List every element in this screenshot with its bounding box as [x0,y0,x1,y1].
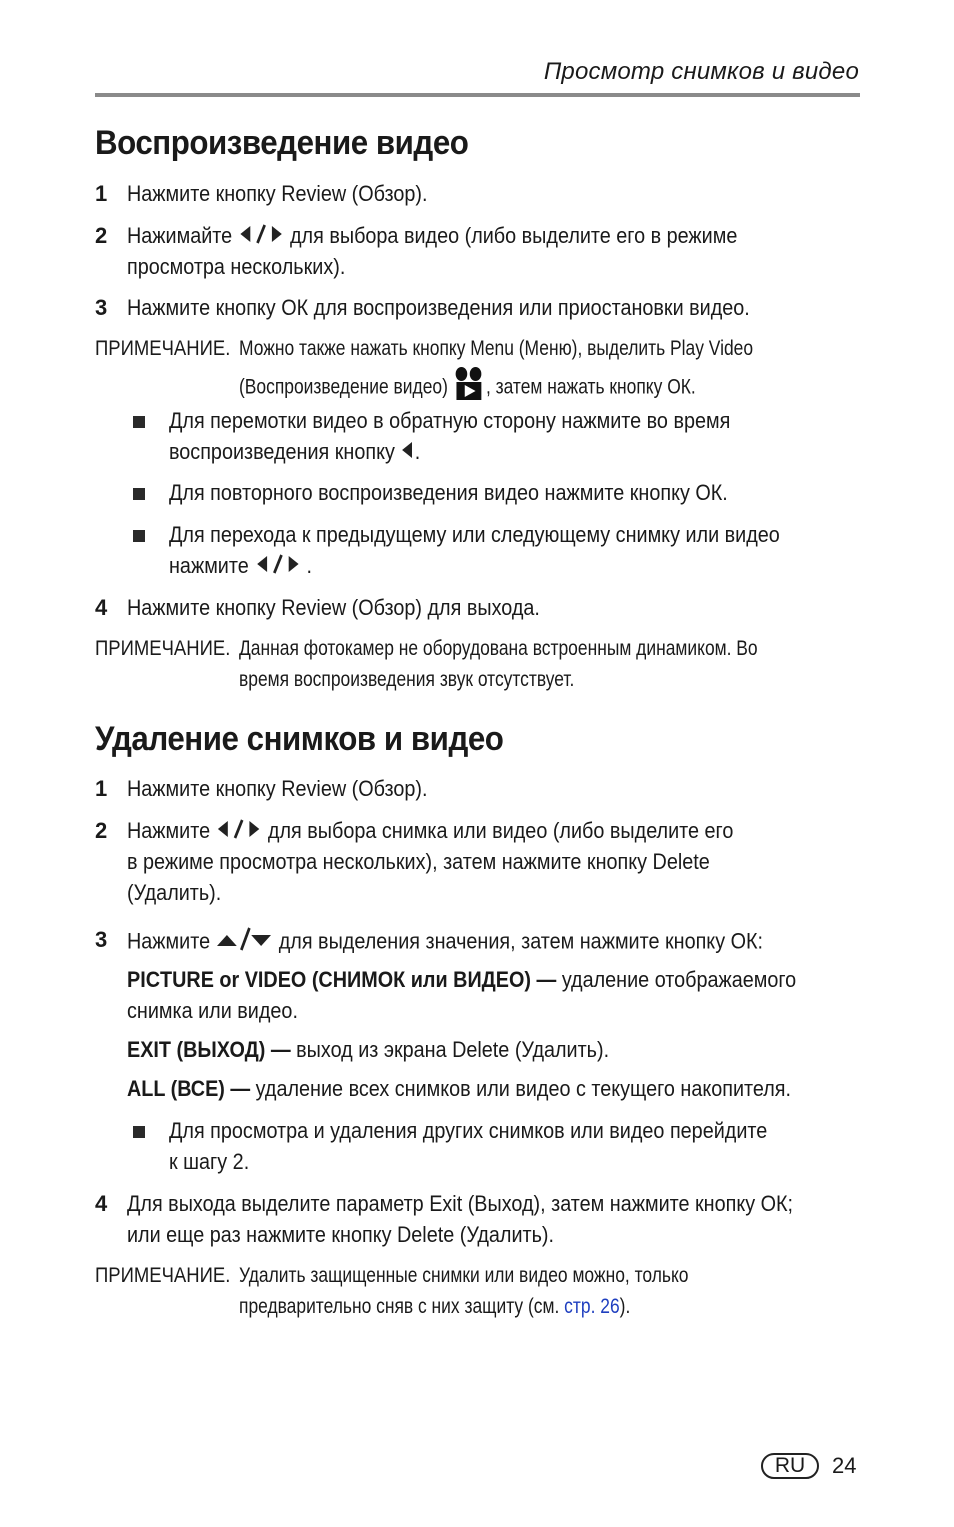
note-text: Можно также нажать кнопку Menu (Меню), выделить Play Video [239,337,754,360]
option-label: PICTURE or VIDEO (СНИМОК или ВИДЕО) — [127,967,557,992]
step-text: Нажмите кнопку Review (Обзор) для выхода. [127,595,540,620]
step-text-continued: или еще раз нажмите кнопку Delete (Удалить). [127,1222,555,1247]
left-arrow-icon [400,439,414,468]
language-badge: RU [761,1453,819,1479]
option-text: выход из экрана Delete (Удалить). [296,1037,610,1062]
step-text-continued: (Удалить). [127,880,222,905]
step-number: 1 [95,776,108,801]
bullet-square [133,416,145,428]
running-header: Просмотр снимков и видео [543,58,859,85]
note-text: Удалить защищенные снимки или видео можно, только [239,1264,689,1287]
note-label: ПРИМЕЧАНИЕ. [95,1264,231,1287]
option-all [127,1075,791,1103]
step-number: 1 [95,181,108,206]
step-number: 4 [95,595,108,620]
page-reference-link[interactable]: стр. 26 [564,1295,620,1318]
step-text: Нажмите кнопку Review (Обзор). [127,181,428,206]
option-text: удаление всех снимков или видео с текущего накопителя. [255,1076,792,1101]
video-camera-icon [453,366,486,410]
up-down-arrows-icon [216,926,274,959]
note-label: ПРИМЕЧАНИЕ. [95,637,231,660]
option-text-continued: снимка или видео. [127,998,298,1023]
step-text-continued: в режиме просмотра нескольких), затем нажмите кнопку Delete [127,849,710,874]
note-text: время воспроизведения звук отсутствует. [239,668,575,691]
left-right-arrows-icon [254,553,301,582]
step-number: 3 [95,295,108,320]
option-label: ALL (ВСЕ) — [127,1076,251,1101]
step-text-post: для выбора видео (либо выделите его в режиме [289,223,738,248]
note-text [239,366,696,410]
step-text: Нажмите для выделения значения, затем нажмите кнопку ОК: [127,926,763,959]
left-right-arrows-icon [238,223,285,252]
step-number: 3 [95,927,108,952]
bullet-text-continued: воспроизведения кнопку . [169,438,420,468]
note-label: ПРИМЕЧАНИЕ. [95,337,231,360]
option-exit [127,1036,609,1064]
option-picture [127,966,796,994]
header-rule [95,93,860,97]
step-text: Для выхода выделите параметр Exit (Выход), затем нажмите кнопку ОК; [127,1191,794,1216]
note-text-pre: (Воспроизведение видео) [239,375,448,399]
option-text: удаление отображаемого [561,967,797,992]
bullet-text: Для перехода к предыдущему или следующему снимку или видео [169,522,780,547]
step-number: 4 [95,1191,108,1216]
step-text: Нажмите для выбора снимка или видео (либо выделите его [127,817,733,847]
bullet-text: Для повторного воспроизведения видео нажмите кнопку ОК. [169,480,728,505]
bullet-square [133,1126,145,1138]
step-text [127,222,737,252]
step-number: 2 [95,818,108,843]
bullet-text: Для просмотра и удаления других снимков или видео перейдите [169,1118,768,1143]
note-text: Данная фотокамер не оборудована встроенным динамиком. Во [239,637,758,660]
option-label: EXIT (ВЫХОД) — [127,1037,291,1062]
bullet-text-continued: к шагу 2. [169,1149,250,1174]
section-title-video-playback: Воспроизведение видео [95,124,469,162]
note-text-post: , затем нажать кнопку ОК. [485,375,696,399]
section-title-delete: Удаление снимков и видео [95,720,504,758]
bullet-text-continued: нажмите . [169,552,312,582]
bullet-square [133,488,145,500]
note-text: предварительно сняв с них защиту (см. стр. 26). [239,1295,631,1318]
step-text-continued: просмотра нескольких). [127,254,346,279]
left-right-arrows-icon [216,818,263,847]
bullet-text: Для перемотки видео в обратную сторону нажмите во время [169,408,731,433]
step-text: Нажмите кнопку ОК для воспроизведения или приостановки видео. [127,295,750,320]
step-text-pre: Нажимайте [127,223,233,248]
bullet-square [133,530,145,542]
page-number: 24 [832,1453,857,1478]
step-text: Нажмите кнопку Review (Обзор). [127,776,428,801]
step-number: 2 [95,223,108,248]
